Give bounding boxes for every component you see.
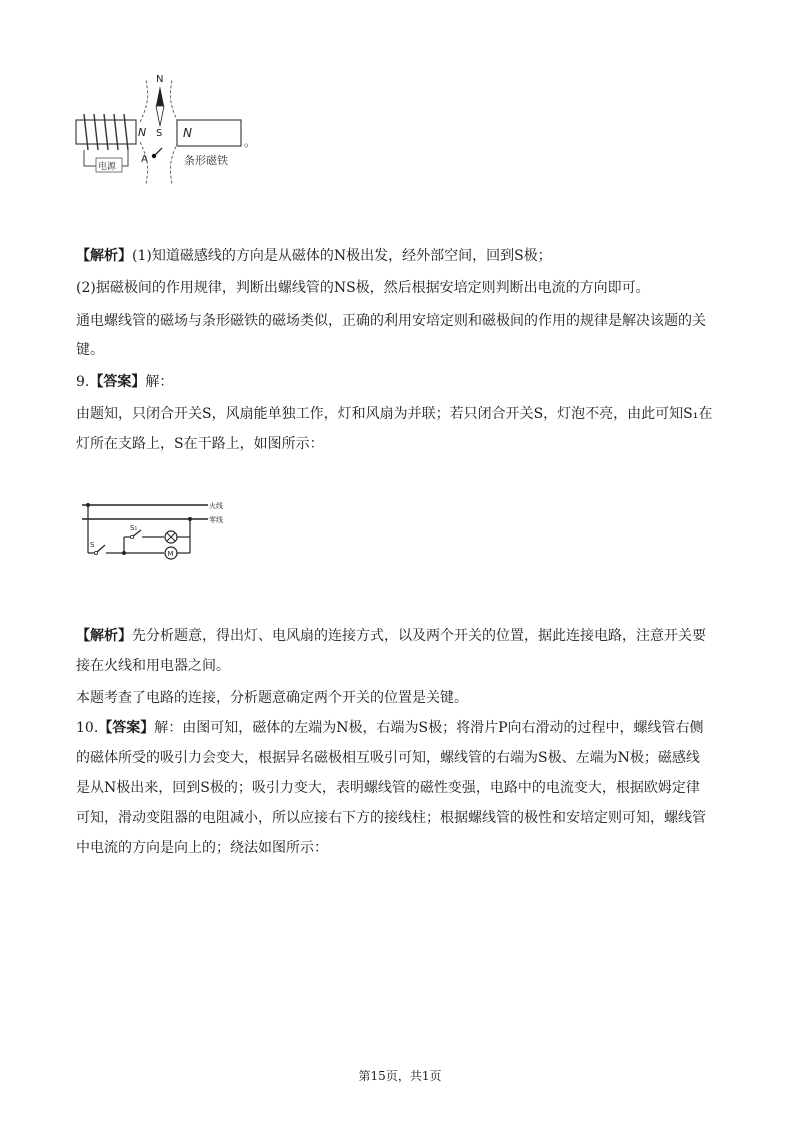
answer-prefix: 解： (145, 374, 174, 390)
circuit-figure (78, 495, 228, 570)
analysis9-line2: 接在火线和用电器之间。 (76, 658, 230, 674)
analysis-text: 先分析题意，得出灯、电风扇的连接方式，以及两个开关的位置，据此连接电路，注意开关要 (132, 628, 706, 644)
point-a-label: A (141, 154, 148, 165)
neutral-wire-label: 零线 (209, 516, 223, 524)
analysis-tag: 【解析】 (76, 628, 132, 644)
answer-tag: 【答案】 (98, 720, 155, 736)
live-wire-label: 火线 (209, 502, 223, 510)
q10-line3: 是从N极出来，回到S极的；吸引力变大，表明螺线管的磁性变强，电路中的电流变大，根据欧姆定律 (76, 780, 700, 796)
power-label: 电源 (98, 162, 117, 172)
analysis8-line1 (76, 246, 552, 266)
q10-line1 (76, 718, 704, 738)
q9-header (76, 372, 173, 392)
q10-line5: 中电流的方向是向上的；绕法如图所示： (76, 840, 328, 856)
answer-tag: 【答案】 (89, 374, 146, 390)
analysis9-line3: 本题考查了电路的连接，分析题意确定两个开关的位置是关键。 (76, 690, 468, 706)
q9-line2: 灯所在支路上，S在干路上，如图所示： (76, 436, 324, 452)
question-number: 10. (76, 720, 99, 736)
q10-line4: 可知，滑动变阻器的电阻减小，所以应接右下方的接线柱；根据螺线管的极性和安培定则可知，螺线管 (76, 810, 706, 826)
magnet-caption: 条形磁铁 (184, 154, 228, 167)
analysis8-line3: 通电螺线管的磁场与条形磁铁的磁场类似，正确的利用安培定则和磁极间的作用的规律是解决该题的关 (76, 313, 706, 329)
solenoid-magnet-figure (70, 72, 270, 187)
page-footer: 第15页，共1页 (358, 1069, 442, 1083)
analysis8-line4: 键。 (76, 342, 104, 358)
q9-line1: 由题知，只闭合开关S，风扇能单独工作，灯和风扇为并联；若只闭合开关S，灯泡不亮，由此可知S₁在 (76, 406, 713, 422)
question-number: 9. (76, 374, 90, 390)
analysis9-line1 (76, 626, 706, 646)
analysis-tag: 【解析】 (76, 248, 132, 264)
switch-s-label: S (90, 541, 95, 549)
analysis-text: (1)知道磁感线的方向是从磁体的N极出发，经外部空间，回到S极； (132, 248, 552, 264)
analysis8-line2: (2)据磁极间的作用规律，判断出螺线管的NS极，然后根据安培定则判断出电流的方向即可。 (76, 280, 650, 296)
coil-end-label: N (138, 126, 147, 139)
switch-s1-label: S₁ (130, 524, 138, 532)
trailing-mark: 。 (244, 135, 257, 149)
magnet-pole-label: N (183, 126, 192, 140)
motor-label: M (167, 550, 174, 558)
q10-line2: 的磁体所受的吸引力会变大，根据异名磁极相互吸引可知，螺线管的右端为S极、左端为N极；磁感线 (76, 750, 700, 766)
answer-text: 解：由图可知，磁体的左端为N极，右端为S极；将滑片P向右滑动的过程中，螺线管右侧 (154, 720, 704, 736)
north-label: N (156, 74, 164, 85)
south-label: S (156, 128, 163, 139)
